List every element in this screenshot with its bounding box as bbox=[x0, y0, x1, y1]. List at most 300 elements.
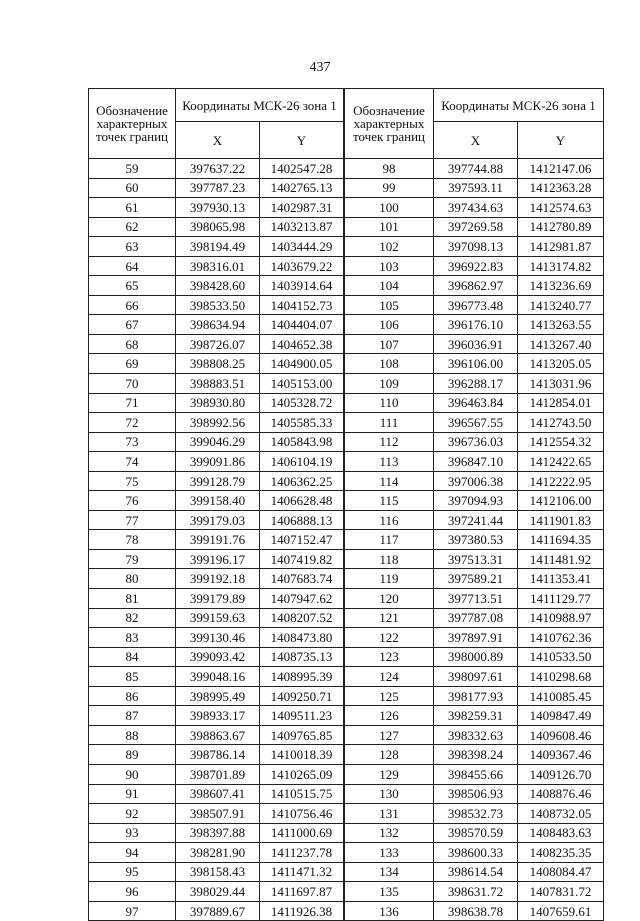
x-coordinate-cell: 397589.21 bbox=[434, 569, 518, 589]
x-coordinate-cell: 398883.51 bbox=[176, 374, 260, 394]
x-coordinate-cell: 396862.97 bbox=[434, 276, 518, 296]
point-number-cell: 112 bbox=[345, 432, 434, 452]
table-row bbox=[345, 491, 604, 511]
point-number-cell: 105 bbox=[345, 295, 434, 315]
y-coordinate-cell: 1413240.77 bbox=[518, 295, 604, 315]
y-coordinate-cell: 1412780.89 bbox=[518, 217, 604, 237]
table-row bbox=[345, 178, 604, 198]
y-coordinate-cell: 1408995.39 bbox=[260, 667, 344, 687]
x-coordinate-cell: 398570.59 bbox=[434, 823, 518, 843]
y-coordinate-cell: 1407659.61 bbox=[518, 901, 604, 921]
table-row bbox=[345, 608, 604, 628]
point-number-cell: 100 bbox=[345, 198, 434, 218]
point-number-cell: 76 bbox=[89, 491, 176, 511]
y-coordinate-cell: 1410762.36 bbox=[518, 628, 604, 648]
y-coordinate-cell: 1413174.82 bbox=[518, 256, 604, 276]
y-coordinate-cell: 1409847.49 bbox=[518, 706, 604, 726]
x-coordinate-cell: 399159.63 bbox=[176, 608, 260, 628]
point-number-cell: 93 bbox=[89, 823, 176, 843]
point-number-cell: 91 bbox=[89, 784, 176, 804]
point-number-cell: 101 bbox=[345, 217, 434, 237]
point-number-cell: 104 bbox=[345, 276, 434, 296]
table-row bbox=[89, 276, 344, 296]
table-row bbox=[89, 491, 344, 511]
x-coordinate-cell: 398507.91 bbox=[176, 804, 260, 824]
y-coordinate-cell: 1407947.62 bbox=[260, 589, 344, 609]
point-number-cell: 102 bbox=[345, 237, 434, 257]
y-coordinate-cell: 1412554.32 bbox=[518, 432, 604, 452]
header-y-label: Y bbox=[260, 122, 344, 159]
x-coordinate-cell: 398808.25 bbox=[176, 354, 260, 374]
x-coordinate-cell: 396176.10 bbox=[434, 315, 518, 335]
table-row bbox=[89, 471, 344, 491]
point-number-cell: 80 bbox=[89, 569, 176, 589]
x-coordinate-cell: 397098.13 bbox=[434, 237, 518, 257]
table-row bbox=[345, 589, 604, 609]
table-row bbox=[89, 530, 344, 550]
point-number-cell: 123 bbox=[345, 647, 434, 667]
y-coordinate-cell: 1404900.05 bbox=[260, 354, 344, 374]
table-row bbox=[345, 862, 604, 882]
x-coordinate-cell: 399158.40 bbox=[176, 491, 260, 511]
point-number-cell: 92 bbox=[89, 804, 176, 824]
table-row bbox=[345, 882, 604, 902]
y-coordinate-cell: 1411129.77 bbox=[518, 589, 604, 609]
point-number-cell: 130 bbox=[345, 784, 434, 804]
table-row bbox=[345, 569, 604, 589]
x-coordinate-cell: 397241.44 bbox=[434, 510, 518, 530]
page-number: 437 bbox=[309, 60, 331, 75]
y-coordinate-cell: 1411353.41 bbox=[518, 569, 604, 589]
x-coordinate-cell: 398863.67 bbox=[176, 725, 260, 745]
x-coordinate-cell: 397269.58 bbox=[434, 217, 518, 237]
x-coordinate-cell: 397744.88 bbox=[434, 159, 518, 179]
x-coordinate-cell: 398065.98 bbox=[176, 217, 260, 237]
table-row bbox=[345, 510, 604, 530]
x-coordinate-cell: 397787.08 bbox=[434, 608, 518, 628]
x-coordinate-cell: 397593.11 bbox=[434, 178, 518, 198]
table-row bbox=[345, 530, 604, 550]
x-coordinate-cell: 396847.10 bbox=[434, 452, 518, 472]
table-row bbox=[89, 823, 344, 843]
y-coordinate-cell: 1410018.39 bbox=[260, 745, 344, 765]
x-coordinate-cell: 398158.43 bbox=[176, 862, 260, 882]
x-coordinate-cell: 398634.94 bbox=[176, 315, 260, 335]
point-number-cell: 113 bbox=[345, 452, 434, 472]
y-coordinate-cell: 1406104.19 bbox=[260, 452, 344, 472]
table-row bbox=[345, 804, 604, 824]
table-row bbox=[89, 432, 344, 452]
point-number-cell: 97 bbox=[89, 901, 176, 921]
y-coordinate-cell: 1406628.48 bbox=[260, 491, 344, 511]
y-coordinate-cell: 1407419.82 bbox=[260, 549, 344, 569]
x-coordinate-cell: 396922.83 bbox=[434, 256, 518, 276]
table-row bbox=[89, 334, 344, 354]
table-row bbox=[345, 706, 604, 726]
table-row bbox=[89, 589, 344, 609]
point-number-cell: 129 bbox=[345, 764, 434, 784]
y-coordinate-cell: 1410085.45 bbox=[518, 686, 604, 706]
y-coordinate-cell: 1408084.47 bbox=[518, 862, 604, 882]
x-coordinate-cell: 399130.46 bbox=[176, 628, 260, 648]
point-number-cell: 95 bbox=[89, 862, 176, 882]
table-row bbox=[89, 256, 344, 276]
y-coordinate-cell: 1410756.46 bbox=[260, 804, 344, 824]
x-coordinate-cell: 397889.67 bbox=[176, 901, 260, 921]
point-number-cell: 111 bbox=[345, 413, 434, 433]
table-row bbox=[345, 354, 604, 374]
table-row bbox=[345, 393, 604, 413]
point-number-cell: 70 bbox=[89, 374, 176, 394]
x-coordinate-cell: 397513.31 bbox=[434, 549, 518, 569]
table-row bbox=[345, 452, 604, 472]
point-number-cell: 118 bbox=[345, 549, 434, 569]
table-row bbox=[345, 315, 604, 335]
point-number-cell: 103 bbox=[345, 256, 434, 276]
point-number-cell: 79 bbox=[89, 549, 176, 569]
table-row bbox=[89, 569, 344, 589]
point-number-cell: 81 bbox=[89, 589, 176, 609]
y-coordinate-cell: 1402765.13 bbox=[260, 178, 344, 198]
table-row bbox=[345, 334, 604, 354]
x-coordinate-cell: 398701.89 bbox=[176, 764, 260, 784]
point-number-cell: 132 bbox=[345, 823, 434, 843]
table-row bbox=[345, 237, 604, 257]
x-coordinate-cell: 398786.14 bbox=[176, 745, 260, 765]
point-number-cell: 117 bbox=[345, 530, 434, 550]
point-number-cell: 98 bbox=[345, 159, 434, 179]
x-coordinate-cell: 397637.22 bbox=[176, 159, 260, 179]
x-coordinate-cell: 398332.63 bbox=[434, 725, 518, 745]
x-coordinate-cell: 398281.90 bbox=[176, 843, 260, 863]
y-coordinate-cell: 1403914.64 bbox=[260, 276, 344, 296]
point-number-cell: 61 bbox=[89, 198, 176, 218]
y-coordinate-cell: 1405328.72 bbox=[260, 393, 344, 413]
table-row bbox=[89, 178, 344, 198]
header-point-label: Обозначение характерных точек границ bbox=[89, 89, 176, 159]
x-coordinate-cell: 398177.93 bbox=[434, 686, 518, 706]
x-coordinate-cell: 398600.33 bbox=[434, 843, 518, 863]
x-coordinate-cell: 398726.07 bbox=[176, 334, 260, 354]
table-row bbox=[89, 237, 344, 257]
table-row bbox=[89, 725, 344, 745]
point-number-cell: 121 bbox=[345, 608, 434, 628]
y-coordinate-cell: 1403444.29 bbox=[260, 237, 344, 257]
table-row bbox=[89, 843, 344, 863]
x-coordinate-cell: 397434.63 bbox=[434, 198, 518, 218]
table-row bbox=[89, 628, 344, 648]
table-row bbox=[345, 432, 604, 452]
x-coordinate-cell: 398992.56 bbox=[176, 413, 260, 433]
y-coordinate-cell: 1412574.63 bbox=[518, 198, 604, 218]
y-coordinate-cell: 1406362.25 bbox=[260, 471, 344, 491]
point-number-cell: 96 bbox=[89, 882, 176, 902]
y-coordinate-cell: 1411471.32 bbox=[260, 862, 344, 882]
point-number-cell: 99 bbox=[345, 178, 434, 198]
point-number-cell: 125 bbox=[345, 686, 434, 706]
y-coordinate-cell: 1411901.83 bbox=[518, 510, 604, 530]
y-coordinate-cell: 1413267.40 bbox=[518, 334, 604, 354]
x-coordinate-cell: 399128.79 bbox=[176, 471, 260, 491]
x-coordinate-cell: 398397.88 bbox=[176, 823, 260, 843]
point-number-cell: 120 bbox=[345, 589, 434, 609]
table-row bbox=[89, 706, 344, 726]
x-coordinate-cell: 397713.51 bbox=[434, 589, 518, 609]
table-row bbox=[89, 901, 344, 921]
y-coordinate-cell: 1413263.55 bbox=[518, 315, 604, 335]
x-coordinate-cell: 398607.41 bbox=[176, 784, 260, 804]
point-number-cell: 75 bbox=[89, 471, 176, 491]
coordinates-table-right bbox=[344, 88, 604, 921]
point-number-cell: 77 bbox=[89, 510, 176, 530]
point-number-cell: 90 bbox=[89, 764, 176, 784]
point-number-cell: 60 bbox=[89, 178, 176, 198]
point-number-cell: 131 bbox=[345, 804, 434, 824]
header-y-label: Y bbox=[518, 122, 604, 159]
table-row bbox=[89, 413, 344, 433]
point-number-cell: 59 bbox=[89, 159, 176, 179]
y-coordinate-cell: 1412147.06 bbox=[518, 159, 604, 179]
x-coordinate-cell: 396106.00 bbox=[434, 354, 518, 374]
y-coordinate-cell: 1413205.05 bbox=[518, 354, 604, 374]
x-coordinate-cell: 398995.49 bbox=[176, 686, 260, 706]
point-number-cell: 94 bbox=[89, 843, 176, 863]
x-coordinate-cell: 399093.42 bbox=[176, 647, 260, 667]
y-coordinate-cell: 1408473.80 bbox=[260, 628, 344, 648]
y-coordinate-cell: 1405153.00 bbox=[260, 374, 344, 394]
table-row bbox=[89, 393, 344, 413]
table-row bbox=[89, 764, 344, 784]
table-row bbox=[89, 374, 344, 394]
x-coordinate-cell: 398097.61 bbox=[434, 667, 518, 687]
table-row bbox=[345, 823, 604, 843]
y-coordinate-cell: 1404652.38 bbox=[260, 334, 344, 354]
table-body-right bbox=[345, 159, 604, 921]
table-row bbox=[345, 159, 604, 179]
point-number-cell: 87 bbox=[89, 706, 176, 726]
table-row bbox=[89, 745, 344, 765]
x-coordinate-cell: 398428.60 bbox=[176, 276, 260, 296]
y-coordinate-cell: 1409765.85 bbox=[260, 725, 344, 745]
point-number-cell: 126 bbox=[345, 706, 434, 726]
point-number-cell: 84 bbox=[89, 647, 176, 667]
y-coordinate-cell: 1411000.69 bbox=[260, 823, 344, 843]
point-number-cell: 71 bbox=[89, 393, 176, 413]
table-row bbox=[345, 256, 604, 276]
y-coordinate-cell: 1405843.98 bbox=[260, 432, 344, 452]
point-number-cell: 62 bbox=[89, 217, 176, 237]
header-x-label: X bbox=[434, 122, 518, 159]
y-coordinate-cell: 1403213.87 bbox=[260, 217, 344, 237]
table-row bbox=[345, 471, 604, 491]
table-row bbox=[89, 686, 344, 706]
y-coordinate-cell: 1407831.72 bbox=[518, 882, 604, 902]
point-number-cell: 136 bbox=[345, 901, 434, 921]
header-coords-label: Координаты МСК-26 зона 1 bbox=[176, 89, 344, 122]
table-row bbox=[345, 217, 604, 237]
x-coordinate-cell: 396773.48 bbox=[434, 295, 518, 315]
y-coordinate-cell: 1402547.28 bbox=[260, 159, 344, 179]
x-coordinate-cell: 396463.84 bbox=[434, 393, 518, 413]
table-row bbox=[345, 198, 604, 218]
table-body-left bbox=[89, 159, 344, 921]
table-row bbox=[345, 276, 604, 296]
table-row bbox=[345, 764, 604, 784]
y-coordinate-cell: 1409608.46 bbox=[518, 725, 604, 745]
x-coordinate-cell: 396036.91 bbox=[434, 334, 518, 354]
y-coordinate-cell: 1408876.46 bbox=[518, 784, 604, 804]
point-number-cell: 106 bbox=[345, 315, 434, 335]
table-row bbox=[89, 667, 344, 687]
table-row bbox=[89, 510, 344, 530]
y-coordinate-cell: 1406888.13 bbox=[260, 510, 344, 530]
point-number-cell: 116 bbox=[345, 510, 434, 530]
table-row bbox=[89, 882, 344, 902]
y-coordinate-cell: 1407152.47 bbox=[260, 530, 344, 550]
y-coordinate-cell: 1413236.69 bbox=[518, 276, 604, 296]
table-row bbox=[89, 549, 344, 569]
y-coordinate-cell: 1404404.07 bbox=[260, 315, 344, 335]
y-coordinate-cell: 1404152.73 bbox=[260, 295, 344, 315]
header-coords-label: Координаты МСК-26 зона 1 bbox=[434, 89, 604, 122]
y-coordinate-cell: 1410533.50 bbox=[518, 647, 604, 667]
x-coordinate-cell: 396288.17 bbox=[434, 374, 518, 394]
table-row bbox=[345, 745, 604, 765]
y-coordinate-cell: 1411697.87 bbox=[260, 882, 344, 902]
point-number-cell: 86 bbox=[89, 686, 176, 706]
y-coordinate-cell: 1408207.52 bbox=[260, 608, 344, 628]
table-row bbox=[345, 843, 604, 863]
point-number-cell: 128 bbox=[345, 745, 434, 765]
point-number-cell: 108 bbox=[345, 354, 434, 374]
y-coordinate-cell: 1412743.50 bbox=[518, 413, 604, 433]
y-coordinate-cell: 1410515.75 bbox=[260, 784, 344, 804]
x-coordinate-cell: 398259.31 bbox=[434, 706, 518, 726]
x-coordinate-cell: 398930.80 bbox=[176, 393, 260, 413]
y-coordinate-cell: 1412854.01 bbox=[518, 393, 604, 413]
point-number-cell: 89 bbox=[89, 745, 176, 765]
x-coordinate-cell: 397930.13 bbox=[176, 198, 260, 218]
point-number-cell: 133 bbox=[345, 843, 434, 863]
x-coordinate-cell: 397787.23 bbox=[176, 178, 260, 198]
x-coordinate-cell: 396567.55 bbox=[434, 413, 518, 433]
x-coordinate-cell: 399091.86 bbox=[176, 452, 260, 472]
table-row bbox=[89, 217, 344, 237]
point-number-cell: 119 bbox=[345, 569, 434, 589]
point-number-cell: 82 bbox=[89, 608, 176, 628]
table-row bbox=[89, 862, 344, 882]
x-coordinate-cell: 398533.50 bbox=[176, 295, 260, 315]
x-coordinate-cell: 398933.17 bbox=[176, 706, 260, 726]
x-coordinate-cell: 397094.93 bbox=[434, 491, 518, 511]
table-row bbox=[345, 549, 604, 569]
point-number-cell: 107 bbox=[345, 334, 434, 354]
y-coordinate-cell: 1408483.63 bbox=[518, 823, 604, 843]
table-row bbox=[89, 354, 344, 374]
table-row bbox=[89, 295, 344, 315]
y-coordinate-cell: 1412422.65 bbox=[518, 452, 604, 472]
point-number-cell: 67 bbox=[89, 315, 176, 335]
x-coordinate-cell: 398638.78 bbox=[434, 901, 518, 921]
x-coordinate-cell: 398194.49 bbox=[176, 237, 260, 257]
x-coordinate-cell: 398455.66 bbox=[434, 764, 518, 784]
table-row bbox=[345, 784, 604, 804]
table-row bbox=[89, 315, 344, 335]
table-row bbox=[345, 725, 604, 745]
x-coordinate-cell: 398532.73 bbox=[434, 804, 518, 824]
point-number-cell: 124 bbox=[345, 667, 434, 687]
table-row bbox=[89, 647, 344, 667]
header-point-label: Обозначение характерных точек границ bbox=[345, 89, 434, 159]
x-coordinate-cell: 399196.17 bbox=[176, 549, 260, 569]
point-number-cell: 114 bbox=[345, 471, 434, 491]
x-coordinate-cell: 398029.44 bbox=[176, 882, 260, 902]
x-coordinate-cell: 398398.24 bbox=[434, 745, 518, 765]
table-row bbox=[89, 159, 344, 179]
y-coordinate-cell: 1411926.38 bbox=[260, 901, 344, 921]
x-coordinate-cell: 399179.03 bbox=[176, 510, 260, 530]
x-coordinate-cell: 397006.38 bbox=[434, 471, 518, 491]
y-coordinate-cell: 1413031.96 bbox=[518, 374, 604, 394]
table-row bbox=[89, 804, 344, 824]
point-number-cell: 88 bbox=[89, 725, 176, 745]
y-coordinate-cell: 1410988.97 bbox=[518, 608, 604, 628]
point-number-cell: 72 bbox=[89, 413, 176, 433]
table-row bbox=[345, 413, 604, 433]
table-row bbox=[345, 374, 604, 394]
table-row bbox=[89, 608, 344, 628]
y-coordinate-cell: 1409126.70 bbox=[518, 764, 604, 784]
x-coordinate-cell: 399048.16 bbox=[176, 667, 260, 687]
y-coordinate-cell: 1408235.35 bbox=[518, 843, 604, 863]
point-number-cell: 127 bbox=[345, 725, 434, 745]
point-number-cell: 109 bbox=[345, 374, 434, 394]
table-row bbox=[345, 647, 604, 667]
y-coordinate-cell: 1408735.13 bbox=[260, 647, 344, 667]
table-row bbox=[345, 686, 604, 706]
y-coordinate-cell: 1403679.22 bbox=[260, 256, 344, 276]
point-number-cell: 64 bbox=[89, 256, 176, 276]
y-coordinate-cell: 1410265.09 bbox=[260, 764, 344, 784]
table-row bbox=[345, 295, 604, 315]
y-coordinate-cell: 1412981.87 bbox=[518, 237, 604, 257]
y-coordinate-cell: 1412363.28 bbox=[518, 178, 604, 198]
point-number-cell: 83 bbox=[89, 628, 176, 648]
y-coordinate-cell: 1411481.92 bbox=[518, 549, 604, 569]
x-coordinate-cell: 398316.01 bbox=[176, 256, 260, 276]
table-row bbox=[345, 667, 604, 687]
coordinates-table-left bbox=[88, 88, 344, 921]
y-coordinate-cell: 1409367.46 bbox=[518, 745, 604, 765]
table-row bbox=[89, 784, 344, 804]
point-number-cell: 122 bbox=[345, 628, 434, 648]
y-coordinate-cell: 1408732.05 bbox=[518, 804, 604, 824]
point-number-cell: 68 bbox=[89, 334, 176, 354]
x-coordinate-cell: 399046.29 bbox=[176, 432, 260, 452]
table-row bbox=[345, 628, 604, 648]
point-number-cell: 69 bbox=[89, 354, 176, 374]
table-row bbox=[89, 452, 344, 472]
point-number-cell: 73 bbox=[89, 432, 176, 452]
x-coordinate-cell: 397380.53 bbox=[434, 530, 518, 550]
y-coordinate-cell: 1412222.95 bbox=[518, 471, 604, 491]
table-row bbox=[89, 198, 344, 218]
point-number-cell: 85 bbox=[89, 667, 176, 687]
x-coordinate-cell: 398631.72 bbox=[434, 882, 518, 902]
x-coordinate-cell: 397897.91 bbox=[434, 628, 518, 648]
point-number-cell: 134 bbox=[345, 862, 434, 882]
y-coordinate-cell: 1411237.78 bbox=[260, 843, 344, 863]
